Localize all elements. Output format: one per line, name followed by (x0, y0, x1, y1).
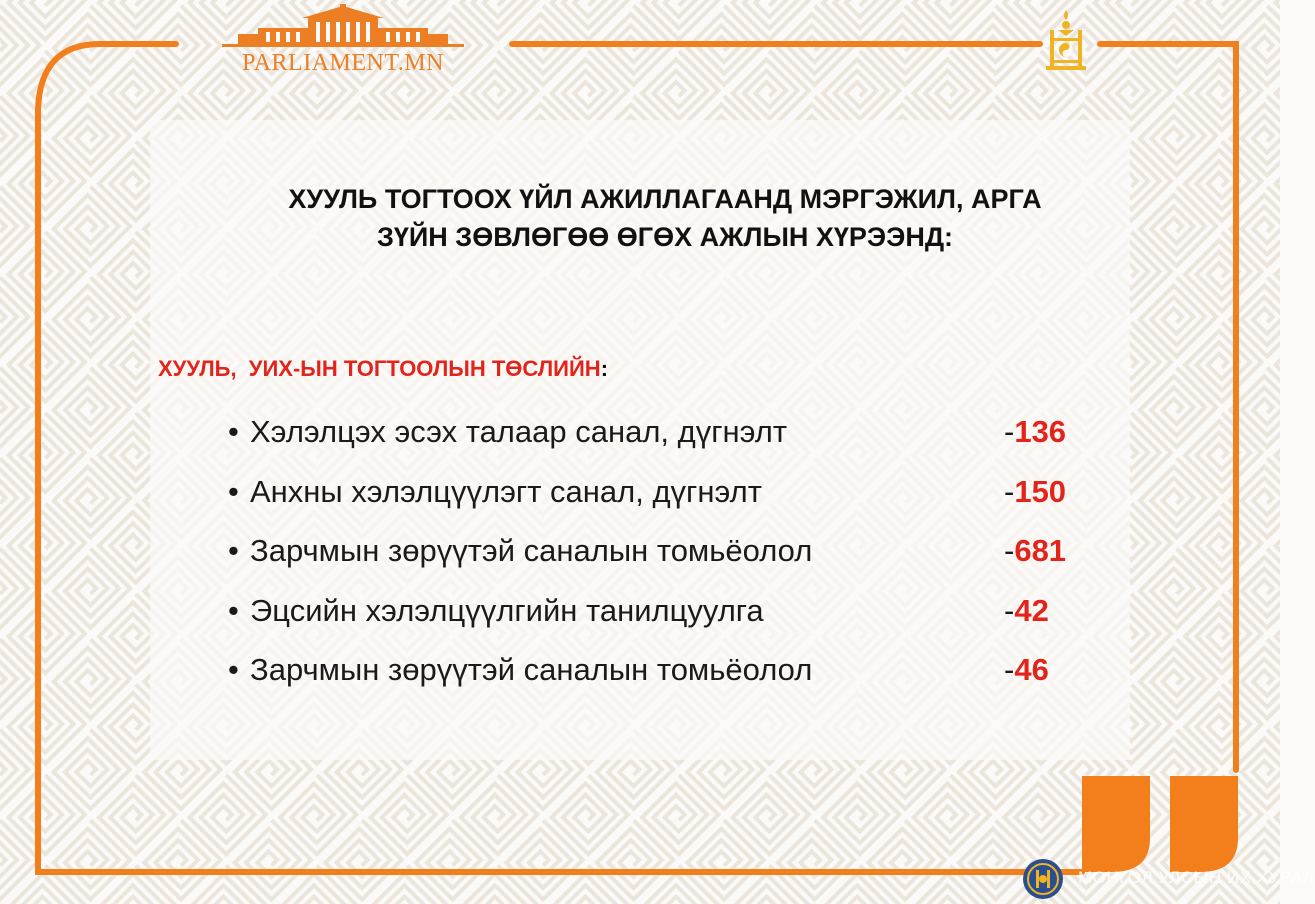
title-line-2: ЗҮЙН ЗӨВЛӨГӨӨ ӨГӨХ АЖЛЫН ХҮРЭЭНД: (376, 222, 954, 252)
item-number: 681 (1014, 533, 1067, 568)
bullet-icon: • (228, 473, 239, 509)
item-label: Зарчмын зөрүүтэй саналын томьёолол (250, 652, 813, 687)
dash: - (1004, 414, 1015, 449)
section-subheading (158, 356, 608, 382)
item-value (1004, 529, 1066, 573)
dash: - (1004, 533, 1015, 568)
footer-watermark: МОНГОЛ УЛСЫН ИХ ХУРАЛ (1078, 868, 1315, 887)
list-item (228, 529, 1108, 589)
item-value (1004, 648, 1049, 692)
page-title (140, 180, 1190, 256)
bullet-icon: • (228, 592, 239, 628)
subheading-colon: : (600, 356, 609, 381)
item-label: Зарчмын зөрүүтэй саналын томьёолол (250, 533, 813, 568)
bullet-icon: • (228, 414, 239, 449)
dash: - (1004, 473, 1015, 509)
parliament-seal-icon (1022, 858, 1064, 900)
item-label: Хэлэлцэх эсэх талаар санал, дүгнэлт (250, 414, 788, 449)
item-label: Анхны хэлэлцүүлэгт санал, дүгнэлт (250, 473, 762, 509)
dash: - (1004, 592, 1015, 628)
list-item (228, 589, 1108, 649)
list-item (228, 410, 1108, 470)
item-label: Эцсийн хэлэлцүүлгийн танилцуулга (250, 592, 764, 628)
soyombo-emblem-icon (1040, 8, 1092, 72)
dash: - (1004, 652, 1015, 687)
item-number: 42 (1014, 592, 1049, 628)
bullet-icon: • (228, 652, 239, 687)
item-number: 136 (1014, 414, 1067, 449)
bullet-icon: • (228, 533, 239, 568)
parliament-building-icon (218, 4, 468, 52)
parliament-logo[interactable] (218, 4, 468, 76)
item-value (1004, 589, 1049, 633)
logo-text: PARLIAMENT.MN (242, 50, 444, 76)
item-value (1004, 470, 1066, 514)
item-number: 46 (1014, 652, 1049, 687)
quote-mark-shape (1082, 776, 1238, 872)
item-value (1004, 410, 1066, 454)
item-number: 150 (1014, 473, 1067, 509)
list-item (228, 470, 1108, 530)
subheading-text: ХУУЛЬ, УИХ-ЫН ТОГТООЛЫН ТӨСЛИЙН (158, 356, 601, 381)
stats-list (228, 410, 1108, 708)
title-line-1: ХУУЛЬ ТОГТООХ ҮЙЛ АЖИЛЛАГААНД МЭРГЭЖИЛ, АРГА (288, 184, 1042, 214)
list-item (228, 648, 1108, 708)
